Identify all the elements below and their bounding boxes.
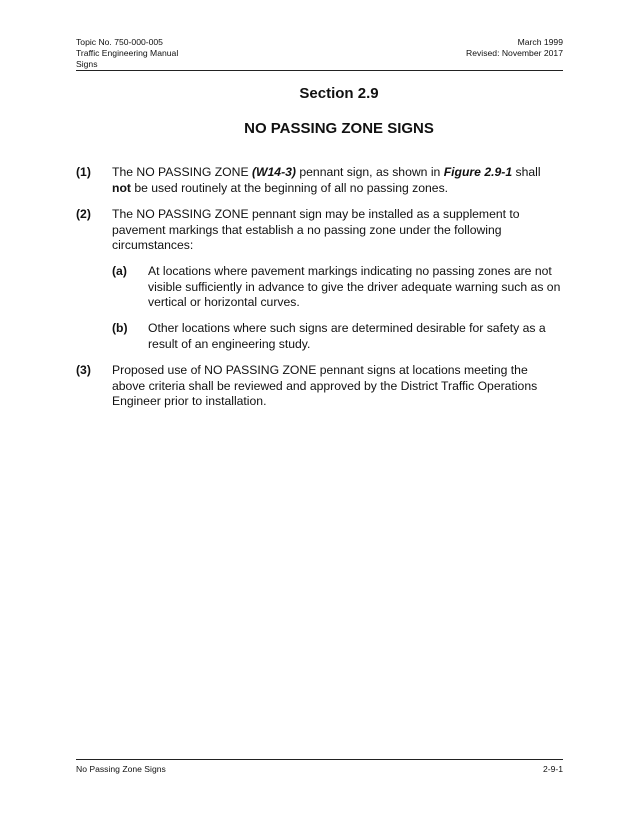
sign-code: (W14-3): [251, 165, 296, 179]
item-3-text: Proposed use of NO PASSING ZONE pennant signs at locations meeting the above criteria shall be reviewed and approved by the District Traffic Operations Engineer prior to installation.: [112, 363, 538, 409]
footer-title: No Passing Zone Signs: [76, 764, 166, 774]
header-date: March 1999: [517, 37, 563, 47]
item-1-text: The NO PASSING ZONE (W14-3) pennant sign, as shown in Figure 2.9-1 shall not be used routinely at the beginning of all no passing zones.: [112, 165, 541, 195]
emphasis-not: not: [112, 180, 131, 195]
header-manual: Traffic Engineering Manual: [76, 48, 179, 58]
item-3-label: (3): [76, 363, 91, 377]
header-divider: [76, 70, 563, 71]
footer-divider: [76, 759, 563, 760]
item-1-label: (1): [76, 165, 91, 179]
subitem-a-label: (a): [112, 264, 127, 278]
header-topic: Topic No. 750-000-005: [76, 37, 163, 47]
header-chapter: Signs: [76, 59, 98, 69]
page-number: 2-9-1: [542, 764, 563, 774]
section-number: Section 2.9: [299, 85, 379, 102]
page-header: [76, 37, 563, 70]
page-footer: [76, 764, 563, 774]
header-revised: Revised: November 2017: [466, 48, 563, 58]
item-2-label: (2): [76, 207, 91, 221]
item-2-text: The NO PASSING ZONE pennant sign may be installed as a supplement to pavement markings that establish a no passing zone under the following circumstances:: [112, 207, 520, 253]
subitem-b-label: (b): [112, 321, 128, 335]
figure-reference: Figure 2.9-1: [443, 165, 513, 179]
section-title: NO PASSING ZONE SIGNS: [244, 120, 434, 137]
subitem-a-text: At locations where pavement markings indicating no passing zones are not visible sufficiently in advance to give the driver adequate warning such as on vertical or horizontal curves.: [148, 264, 561, 310]
subitem-b-text: Other locations where such signs are determined desirable for safety as a result of an engineering study.: [148, 321, 546, 351]
